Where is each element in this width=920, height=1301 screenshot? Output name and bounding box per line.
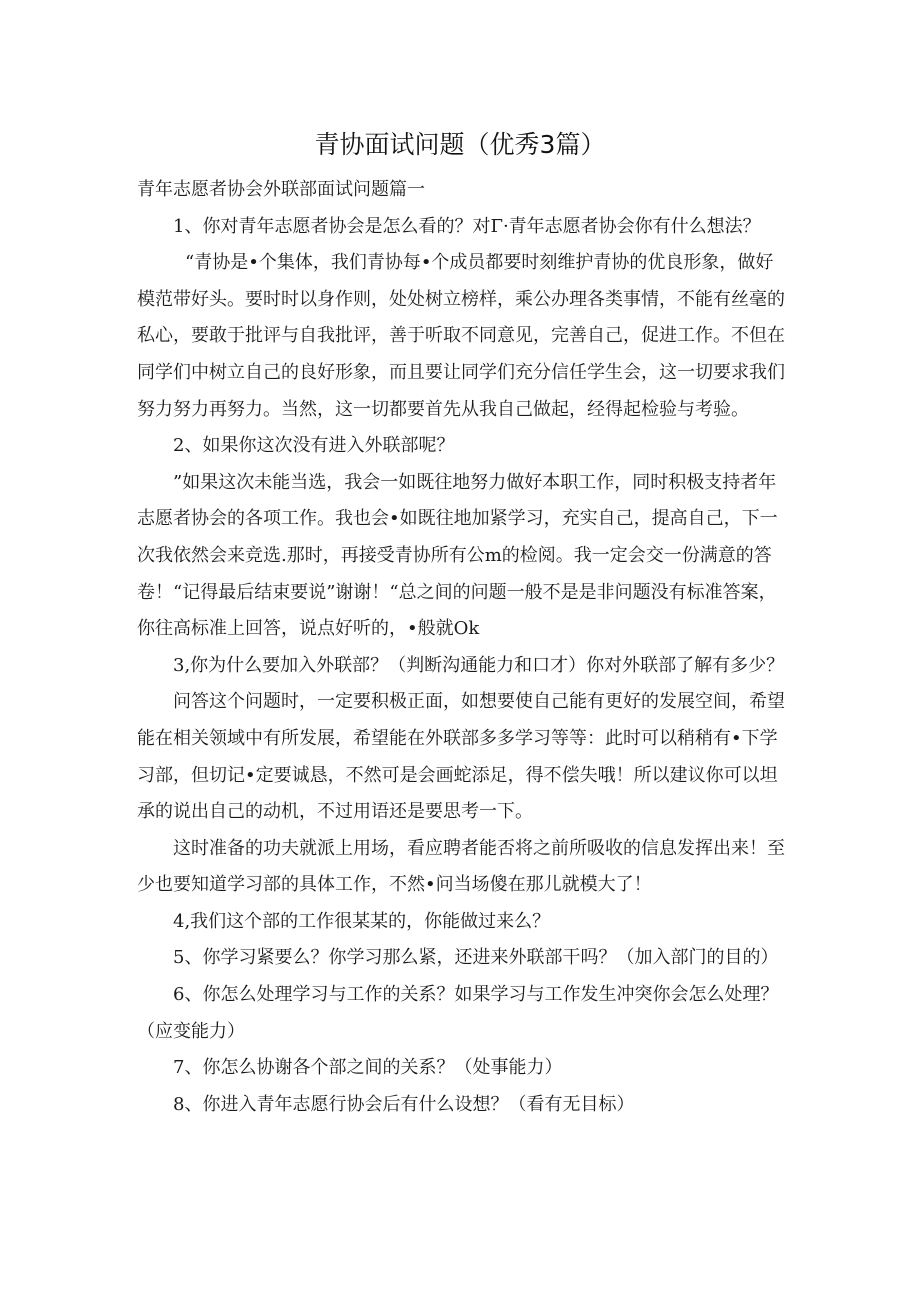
- question-6: 6、你怎么处理学习与工作的关系？如果学习与工作发生冲突你会怎么处理？（应变能力）: [137, 984, 779, 1042]
- answer-3-part-2: 这时准备的功夫就派上用场，看应聘者能否将之前所吸收的信息发挥出来！至少也要知道学习部的具体工作，不然•问当场傻在那儿就模大了！: [137, 837, 785, 896]
- section-heading: 青年志愿者协会外联部面试问题篇一: [137, 179, 425, 200]
- question-8: 8、你进入青年志愿行协会后有什么设想？（看有无目标）: [173, 1093, 635, 1115]
- answer-2: ”如果这次未能当选，我会一如既往地努力做好本职工作，同时积极支持者年志愿者协会的各项工作。我也会•如既往地加紧学习，充实自己，提高自己，下一次我依然会来竞选.那时，再接受青协所有公m的检阅。我一定会交一份满意的答卷！“记得最后结束要说”谢谢！“总之间的问题一般不是是非问题没有标准答案，你往高标准上回答，说点好听的，•般就Ok: [137, 471, 778, 640]
- question-7: 7、你怎么协谢各个部之间的关系？（处事能力）: [173, 1057, 563, 1079]
- answer-1: “青协是•个集体，我们青协每•个成员都要时刻维护青协的优良形象，做好模范带好头。要时时以身作则，处处树立榜样，乘公办理各类事情，不能有丝毫的私心，要敢于批评与自我批评，善于听取不同意见，完善自己，促进工作。不但在同学们中树立自己的良好形象，而且要让同学们充分信任学生会，这一切要求我们努力努力再努力。当然，这一切都要首先从我自己做起，经得起检验与考验。: [137, 252, 785, 420]
- document-title: 青协面试问题（优秀3篇）: [314, 130, 606, 159]
- question-2: 2、如果你这次没有进入外联部呢？: [173, 435, 455, 457]
- document-body: [137, 172, 787, 1123]
- question-3: 3,你为什么要加入外联部？（判断沟通能力和口才）你对外联部了解有多少？: [173, 654, 785, 676]
- question-5: 5、你学习紧要么？你学习那么紧，还进来外联部干吗？（加入部门的目的）: [173, 947, 779, 969]
- answer-3-part-1: 问答这个问题时，一定要积极正面，如想要使自己能有更好的发展空间，希望能在相关领域中有所发展，希望能在外联部多多学习等等：此时可以稍稍有•下学习部，但切记•定要诚恳，不然可是会画蛇添足，得不偿失哦！所以建议你可以坦承的说出自己的动机，不过用语还是要思考一下。: [137, 691, 785, 823]
- question-4: 4,我们这个部的工作很某某的，你能做过来么？: [173, 910, 551, 932]
- question-1: 1、你对青年志愿者协会是怎么看的？对Γ·青年志愿者协会你有什么想法？: [173, 215, 761, 237]
